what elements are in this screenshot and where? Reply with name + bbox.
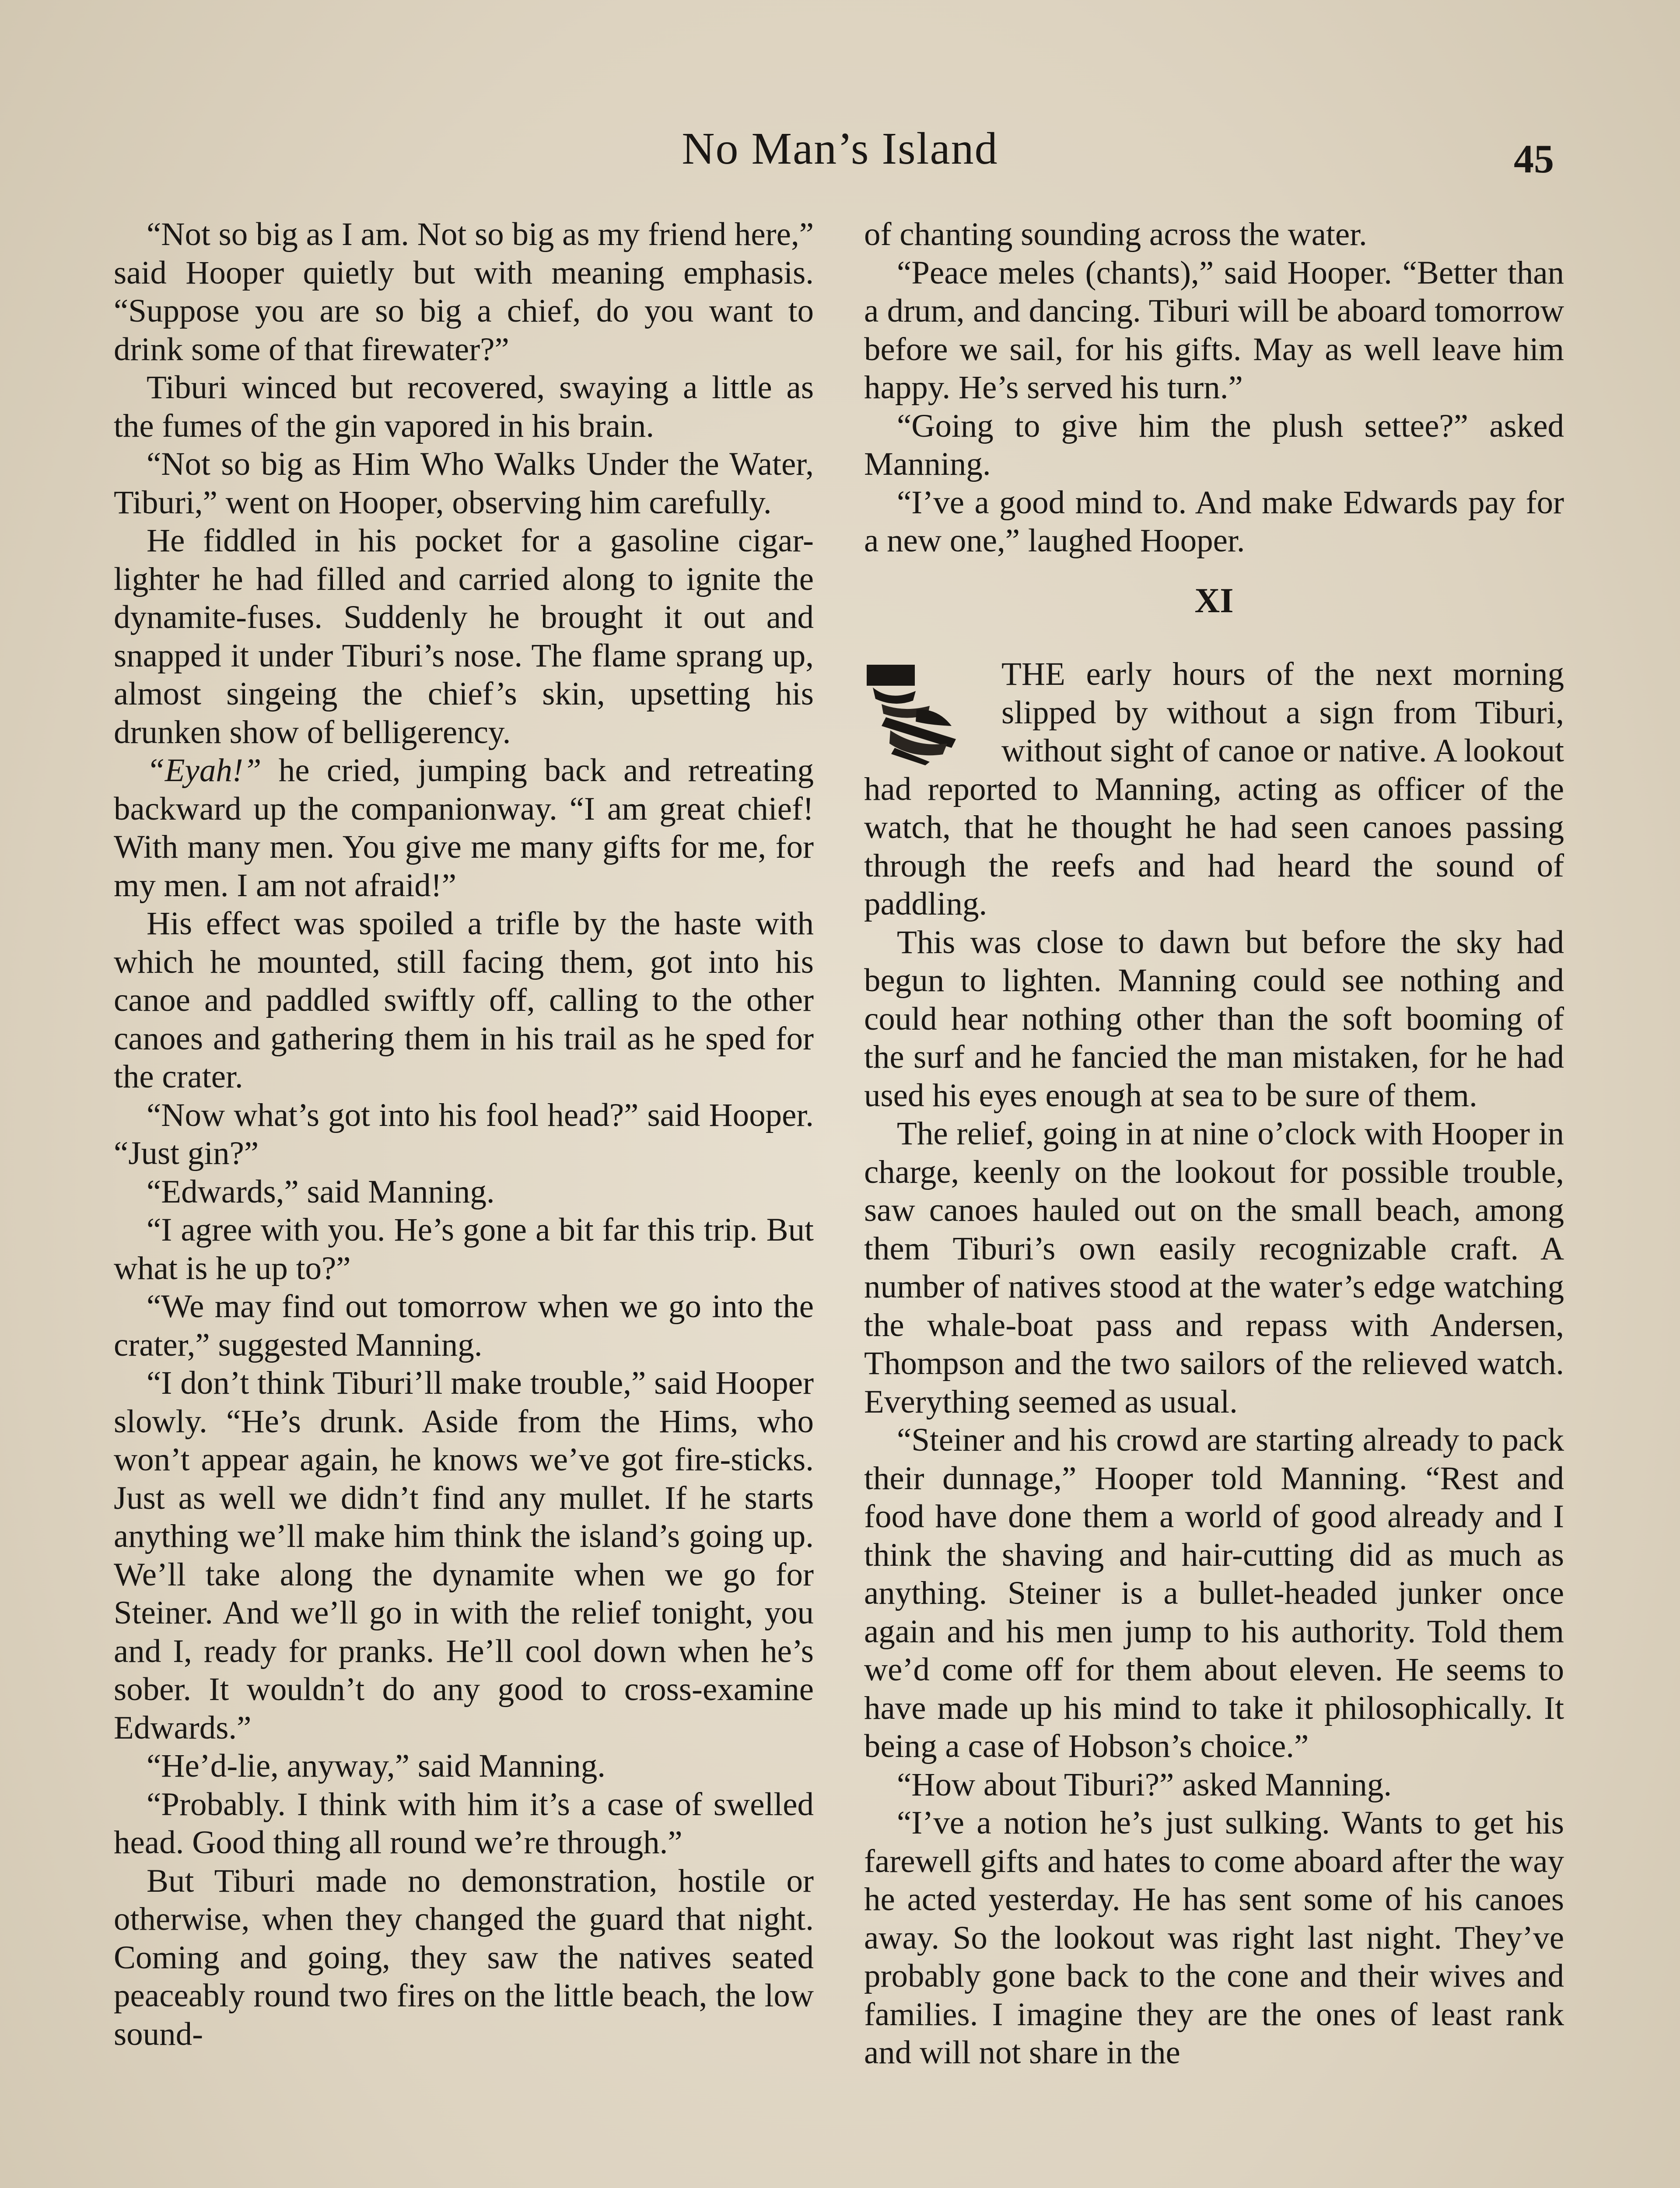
paragraph: “Edwards,” said Manning. (147, 1173, 495, 1210)
paragraph: “He’d-lie, anyway,” said Manning. (147, 1748, 606, 1784)
paragraph: “How about Tiburi?” asked Manning. (897, 1766, 1392, 1803)
paragraph: But Tiburi made no demonstration, hostile or otherwise, when they changed the guard that night. Coming and going, they saw the natives seated peaceably round two fires on the little beach, the low sound- (114, 1862, 814, 2052)
paragraph (114, 751, 814, 905)
paragraph: of chanting sounding across the water. (864, 216, 1367, 252)
paragraph: “Steiner and his crowd are starting already to pack their dunnage,” Hooper told Manning. “Rest and food have done them a world of good already and I think the shaving and hair-cutting did as much as anything. Steiner is a bullet-headed junker once again and his men jump to his authority. Told them we’d come off for them about eleven. He seems to have made up his mind to take it philosophically. It being a case of Hobson’s choice.” (864, 1422, 1564, 1764)
paragraph: “Now what’s got into his fool head?” said Hooper. “Just gin?” (114, 1097, 814, 1171)
paragraph: “I’ve a notion he’s just sulking. Wants to get his farewell gifts and hates to come aboard after the way he acted yesterday. He has sent some of his canoes away. So the lookout was right last night. They’ve probably gone back to the cone and their wives and families. I imagine they are the ones of least rank and will not share in the (864, 1805, 1564, 2071)
right-column (864, 215, 1564, 2072)
paragraph: “I’ve a good mind to. And make Edwards pay for a new one,” laughed Hooper. (864, 484, 1564, 559)
paragraph: His effect was spoiled a trifle by the haste with which he mounted, still facing them, got into his canoe and paddled swiftly off, calling to the other canoes and gathering them in his trail as he sped for the crater. (114, 905, 814, 1095)
left-column (114, 215, 814, 2053)
paragraph: Tiburi winced but recovered, swaying a little as the fumes of the gin vapored in his brain. (114, 369, 814, 444)
paragraph-text: he cried, jumping back and retreating backward up the companionway. “I am great chief! With many men. You give me many gifts for me, for my men. I am not afraid!” (114, 752, 814, 904)
exclamation-italic: “Eyah!” (147, 752, 262, 789)
paragraph: He fiddled in his pocket for a gasoline cigar-lighter he had filled and carried along to ignite the dynamite-fuses. Suddenly he brought it out and snapped it under Tiburi’s nose. The flame sprang up, almost singeing the chief’s skin, upsetting his drunken show of belligerency. (114, 522, 814, 750)
paragraph: “We may find out tomorrow when we go into the crater,” suggested Manning. (114, 1288, 814, 1363)
paragraph: “Going to give him the plush settee?” asked Manning. (864, 407, 1564, 482)
running-title: No Man’s Island (682, 123, 998, 174)
paragraph: “I agree with you. He’s gone a bit far this trip. But what is he up to?” (114, 1212, 814, 1287)
paragraph: This was close to dawn but before the sky had begun to lighten. Manning could see nothing and could hear nothing other than the soft booming of the surf and he fancied the man mistaken, for he had used his eyes enough at sea to be sure of them. (864, 924, 1564, 1114)
paragraph: “Probably. I think with him it’s a case of swelled head. Good thing all round we’re through.” (114, 1786, 814, 1861)
paragraph (864, 655, 1564, 923)
paragraph: “Not so big as Him Who Walks Under the Water, Tiburi,” went on Hooper, observing him carefully. (114, 446, 814, 521)
decorative-initial-icon (864, 660, 991, 765)
page-number: 45 (1514, 137, 1554, 181)
chapter-heading: XI (1194, 581, 1234, 620)
paragraph: The relief, going in at nine o’clock with Hooper in charge, keenly on the lookout for possible trouble, saw canoes hauled out on the small beach, among them Tiburi’s own easily recognizable craft. A number of natives stood at the water’s edge watching the whale-boat pass and repass with Andersen, Thompson and the two sailors of the relieved watch. Everything seemed as usual. (864, 1115, 1564, 1420)
paragraph-text: THE early hours of the next morning slipped by without a sign from Tiburi, without sight of canoe or native. A lookout had reported to Manning, acting as officer of the watch, that he thought he had seen canoes passing through the reefs and had heard the sound of paddling. (864, 656, 1564, 922)
paragraph: “Not so big as I am. Not so big as my friend here,” said Hooper quietly but with meaning emphasis. “Suppose you are so big a chief, do you want to drink some of that firewater?” (114, 216, 814, 368)
paragraph: “I don’t think Tiburi’ll make trouble,” said Hooper slowly. “He’s drunk. Aside from the Hims, who won’t appear again, he knows we’ve got fire-sticks. Just as well we didn’t find any mullet. If he starts anything we’ll make him think the island’s going up. We’ll take along the dynamite when we go for Steiner. And we’ll go in with the relief tonight, you and I, ready for pranks. He’ll cool down when he’s sober. It wouldn’t do any good to cross-examine Edwards.” (114, 1365, 814, 1746)
paragraph: “Peace meles (chants),” said Hooper. “Better than a drum, and dancing. Tiburi will be aboard tomorrow before we sail, for his gifts. May as well leave him happy. He’s served his turn.” (864, 254, 1564, 406)
page-header (0, 118, 1680, 179)
